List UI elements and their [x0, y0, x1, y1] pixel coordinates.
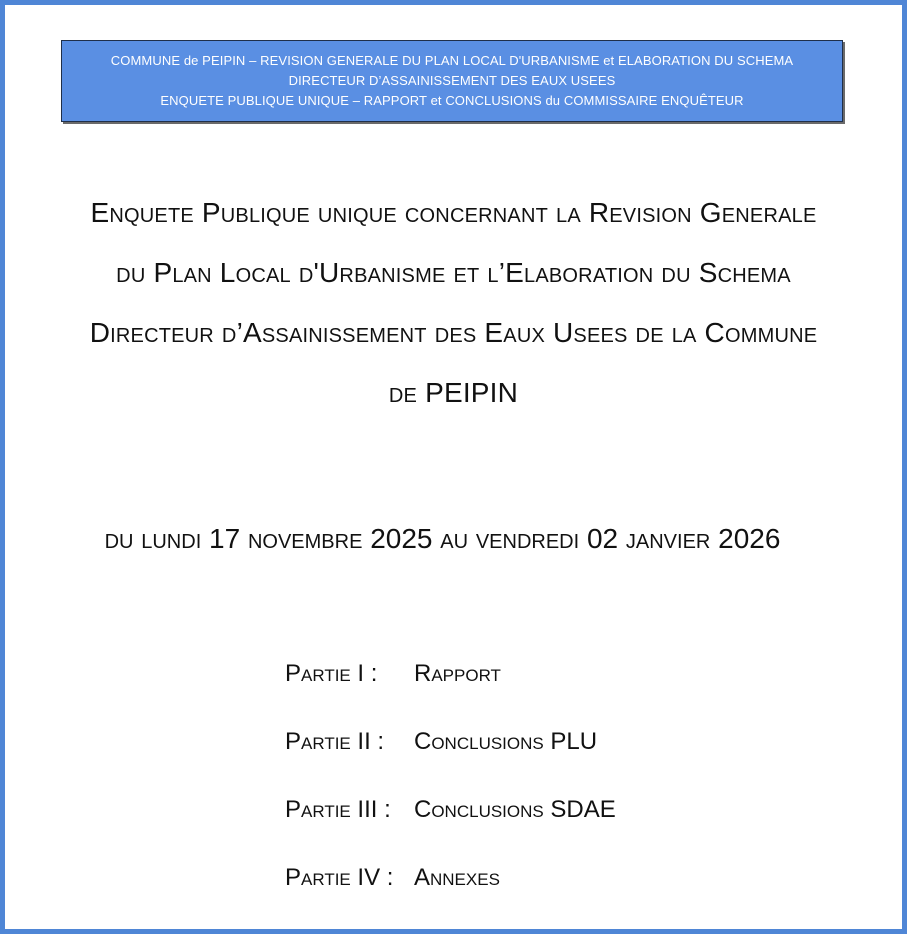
- part-label: Partie IV :: [285, 864, 394, 891]
- inquiry-period: du lundi 17 novembre 2025 au vendredi 02 janvier 2026: [104, 523, 781, 554]
- title-line-1: Enquete Publique unique concernant la Revision Generale: [90, 197, 817, 228]
- part-row: [285, 796, 785, 864]
- title-line-2: du Plan Local d'Urbanisme et l’Elaboration du Schema: [116, 257, 791, 288]
- document-title: [20, 183, 887, 423]
- title-line-4: de PEIPIN: [388, 377, 519, 408]
- part-label: Partie II :: [285, 728, 385, 755]
- part-row: [285, 864, 785, 932]
- part-title: Conclusions PLU: [414, 728, 598, 755]
- part-title: Annexes: [414, 864, 500, 891]
- part-title: Conclusions SDAE: [414, 796, 616, 823]
- part-row: [285, 660, 785, 728]
- header-line-1: COMMUNE de PEIPIN – REVISION GENERALE DU PLAN LOCAL D'URBANISME et ELABORATION DU SCHEMA: [110, 53, 794, 68]
- header-banner: [61, 40, 843, 122]
- part-row: [285, 728, 785, 796]
- header-line-2: DIRECTEUR D’ASSAINISSEMENT DES EAUX USEES: [288, 73, 616, 88]
- title-line-3: Directeur d’Assainissement des Eaux Usees de la Commune: [89, 317, 818, 348]
- part-label: Partie I :: [285, 660, 378, 687]
- header-line-3: ENQUETE PUBLIQUE UNIQUE – RAPPORT et CONCLUSIONS du COMMISSAIRE ENQUÊTEUR: [160, 93, 744, 108]
- part-label: Partie III :: [285, 796, 391, 823]
- parts-list: [285, 660, 785, 932]
- part-title: Rapport: [414, 660, 501, 687]
